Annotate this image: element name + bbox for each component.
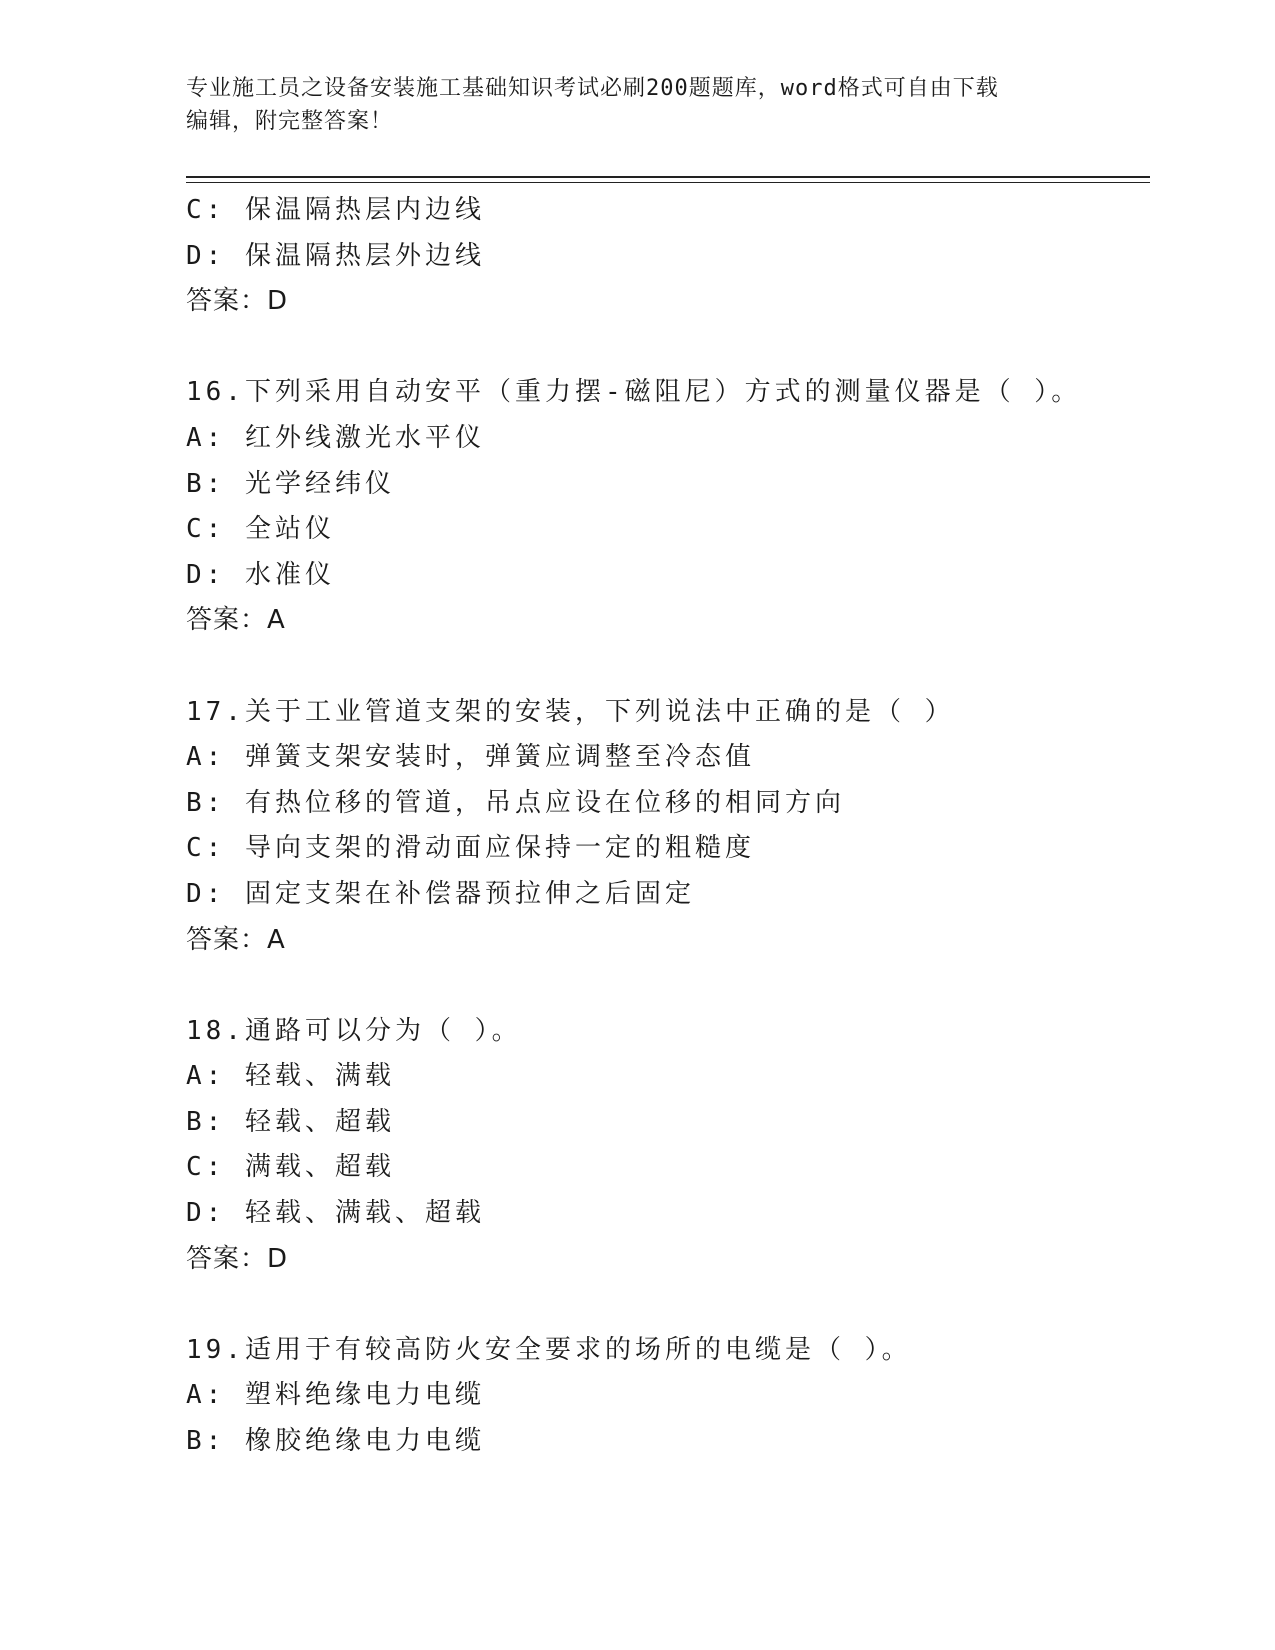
question-content [186,188,1150,1465]
option-label: C: [186,1152,226,1183]
option-a [186,416,1150,462]
option-c [186,826,1150,872]
option-b [186,1100,1150,1146]
option-label: A: [186,742,226,773]
option-d [186,234,1150,280]
option-label: A: [186,1061,226,1092]
option-label: B: [186,787,226,818]
question-stem: 19.适用于有较高防火安全要求的场所的电缆是（ ）。 [186,1334,912,1365]
option-text: 保温隔热层外边线 [244,240,485,271]
option-text: 光学经纬仪 [244,468,395,499]
option-label: D: [186,559,226,590]
option-text: 轻载、超载 [244,1106,395,1137]
option-label: D: [186,1198,226,1229]
option-a [186,1373,1150,1419]
question-stem: 18.通路可以分为（ ）。 [186,1015,522,1046]
option-label: C: [186,833,226,864]
header-line-2: 编辑，附完整答案！ [186,109,394,134]
option-a [186,1054,1150,1100]
question-stem: 16.下列采用自动安平（重力摆-磁阻尼）方式的测量仪器是（ ）。 [186,377,1082,408]
option-label: B: [186,1426,226,1457]
spacer [186,963,1150,1009]
option-text: 弹簧支架安装时，弹簧应调整至冷态值 [244,742,755,773]
question-16 [186,370,1150,644]
option-text: 红外线激光水平仪 [244,422,485,453]
header-line-1: 专业施工员之设备安装施工基础知识考试必刷200题题库，word格式可自由下载 [186,76,999,101]
option-c [186,507,1150,553]
option-b [186,462,1150,508]
option-label: A: [186,1380,226,1411]
option-b [186,781,1150,827]
option-text: 导向支架的滑动面应保持一定的粗糙度 [244,833,755,864]
option-text: 轻载、满载 [244,1061,395,1092]
option-label: A: [186,422,226,453]
answer-line: 答案：D [186,1243,289,1274]
option-text: 水准仪 [244,559,335,590]
answer-line: 答案：D [186,286,289,317]
option-text: 全站仪 [244,514,335,545]
option-label: B: [186,468,226,499]
document-header [186,72,1076,138]
option-label: C: [186,514,226,545]
option-text: 有热位移的管道，吊点应设在位移的相同方向 [244,787,845,818]
option-label: B: [186,1106,226,1137]
answer-line: 答案：A [186,605,286,636]
spacer [186,325,1150,371]
option-text: 轻载、满载、超载 [244,1198,485,1229]
option-text: 保温隔热层内边线 [244,195,485,225]
option-b [186,1419,1150,1465]
question-stem: 17.关于工业管道支架的安装，下列说法中正确的是（ ） [186,696,955,727]
option-d [186,872,1150,918]
question-15-tail [186,188,1150,325]
option-label: C: [186,195,226,225]
option-c [186,188,1150,234]
option-a [186,735,1150,781]
option-d [186,1191,1150,1237]
option-label: D: [186,878,226,909]
question-18 [186,1009,1150,1283]
option-text: 橡胶绝缘电力电缆 [244,1426,485,1457]
option-label: D: [186,240,226,271]
option-c [186,1145,1150,1191]
header-rule-thin [186,182,1150,183]
header-rule-thick [186,176,1150,178]
option-text: 塑料绝缘电力电缆 [244,1380,485,1411]
option-text: 固定支架在补偿器预拉伸之后固定 [244,878,695,909]
spacer [186,644,1150,690]
question-17 [186,690,1150,964]
option-d [186,553,1150,599]
answer-line: 答案：A [186,924,286,955]
spacer [186,1282,1150,1328]
question-19 [186,1328,1150,1465]
option-text: 满载、超载 [244,1152,395,1183]
